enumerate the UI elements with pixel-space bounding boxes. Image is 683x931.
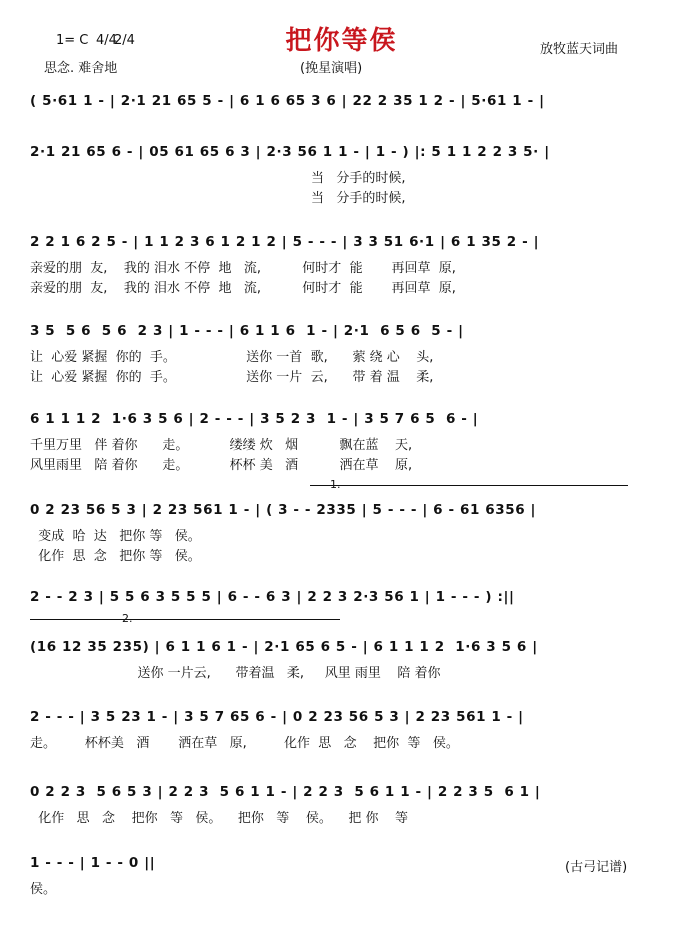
lyric-line: 让 心爱 紧握 你的 手。 送你 一首 歌, 萦 绕 心 头, [30,350,434,365]
lyric-line: 亲爱的朋 友, 我的 泪水 不停 地 流, 何时才 能 再回草 原, [30,281,456,296]
lyric-line: 化作 思 念 把你 等 侯。 [30,549,201,564]
song-title: 把你等侯 [285,26,398,56]
notation-line: ( 5·61 1 - | 2·1 21 65 5 - | 6 1 6 65 3 6 | 22 2 35 1 2 - | 5·61 1 - | [30,93,545,109]
credit: 放牧蓝天词曲 [540,42,619,57]
lyric-line: 走。 杯杯美 酒 洒在草 原, 化作 思 念 把你 等 侯。 [30,736,459,751]
notation-line: 2 2 1 6 2 5 - | 1 1 2 3 6 1 2 1 2 | 5 - - - | 3 3 51 6·1 | 6 1 35 2 - | [30,234,540,250]
lyric-line: 亲爱的朋 友, 我的 泪水 不停 地 流, 何时才 能 再回草 原, [30,261,456,276]
notation-line: 0 2 2 3 5 6 5 3 | 2 2 3 5 6 1 1 - | 2 2 3 5 6 1 1 - | 2 2 3 5 6 1 | [30,784,541,800]
notation-line: 1 - - - | 1 - - 0 || [30,855,156,871]
notation-line: 2·1 21 65 6 - | 05 61 65 6 3 | 2·3 56 1 1 - | 1 - ) |: 5 1 1 2 2 3 5· | [30,144,550,160]
singer: (挽星演唱) [300,61,363,76]
lyric-line: 当 分手的时候, [30,171,406,186]
lyric-line: 千里万里 伴 着你 走。 缕缕 炊 烟 飘在蓝 天, [30,438,413,453]
time-signature-2-4: 2/4 [114,33,135,48]
lyric-line: 当 分手的时候, [30,191,406,206]
time-signature-4-4: 4/4 [96,33,117,48]
volta-second-line [30,619,340,620]
mood-marking: 思念. 难舍地 [44,61,118,76]
lyric-line: 风里雨里 陪 着你 走。 杯杯 美 酒 洒在草 原, [30,458,413,473]
notation-line: 6 1 1 1 2 1·6 3 5 6 | 2 - - - | 3 5 2 3 1 - | 3 5 7 6 5 6 - | [30,411,479,427]
lyric-line: 变成 哈 达 把你 等 侯。 [30,529,201,544]
notation-line: (16 12 35 235) | 6 1 1 6 1 - | 2·1 65 6 5 - | 6 1 1 1 2 1·6 3 5 6 | [30,639,538,655]
lyric-line: 侯。 [30,882,57,897]
volta-first-line [310,485,628,486]
lyric-line: 让 心爱 紧握 你的 手。 送你 一片 云, 带 着 温 柔, [30,370,434,385]
lyric-line: 化作 思 念 把你 等 侯。 把你 等 侯。 把 你 等 [30,811,409,826]
notation-line: 2 - - 2 3 | 5 5 6 3 5 5 5 | 6 - - 6 3 | 2 2 3 2·3 56 1 | 1 - - - ) :|| [30,589,515,605]
notation-line: 2 - - - | 3 5 23 1 - | 3 5 7 65 6 - | 0 2 23 56 5 3 | 2 23 561 1 - | [30,709,524,725]
notation-line: 0 2 23 56 5 3 | 2 23 561 1 - | ( 3 - - 2335 | 5 - - - | 6 - 61 6356 | [30,502,537,518]
transcriber-note: (古弓记谱) [565,860,628,875]
key-signature: 1= C [56,33,89,48]
notation-line: 3 5 5 6 5 6 2 3 | 1 - - - | 6 1 1 6 1 - | 2·1 6 5 6 5 - | [30,323,464,339]
lyric-line: 送你 一片云, 带着温 柔, 风里 雨里 陪 着你 [30,666,441,681]
